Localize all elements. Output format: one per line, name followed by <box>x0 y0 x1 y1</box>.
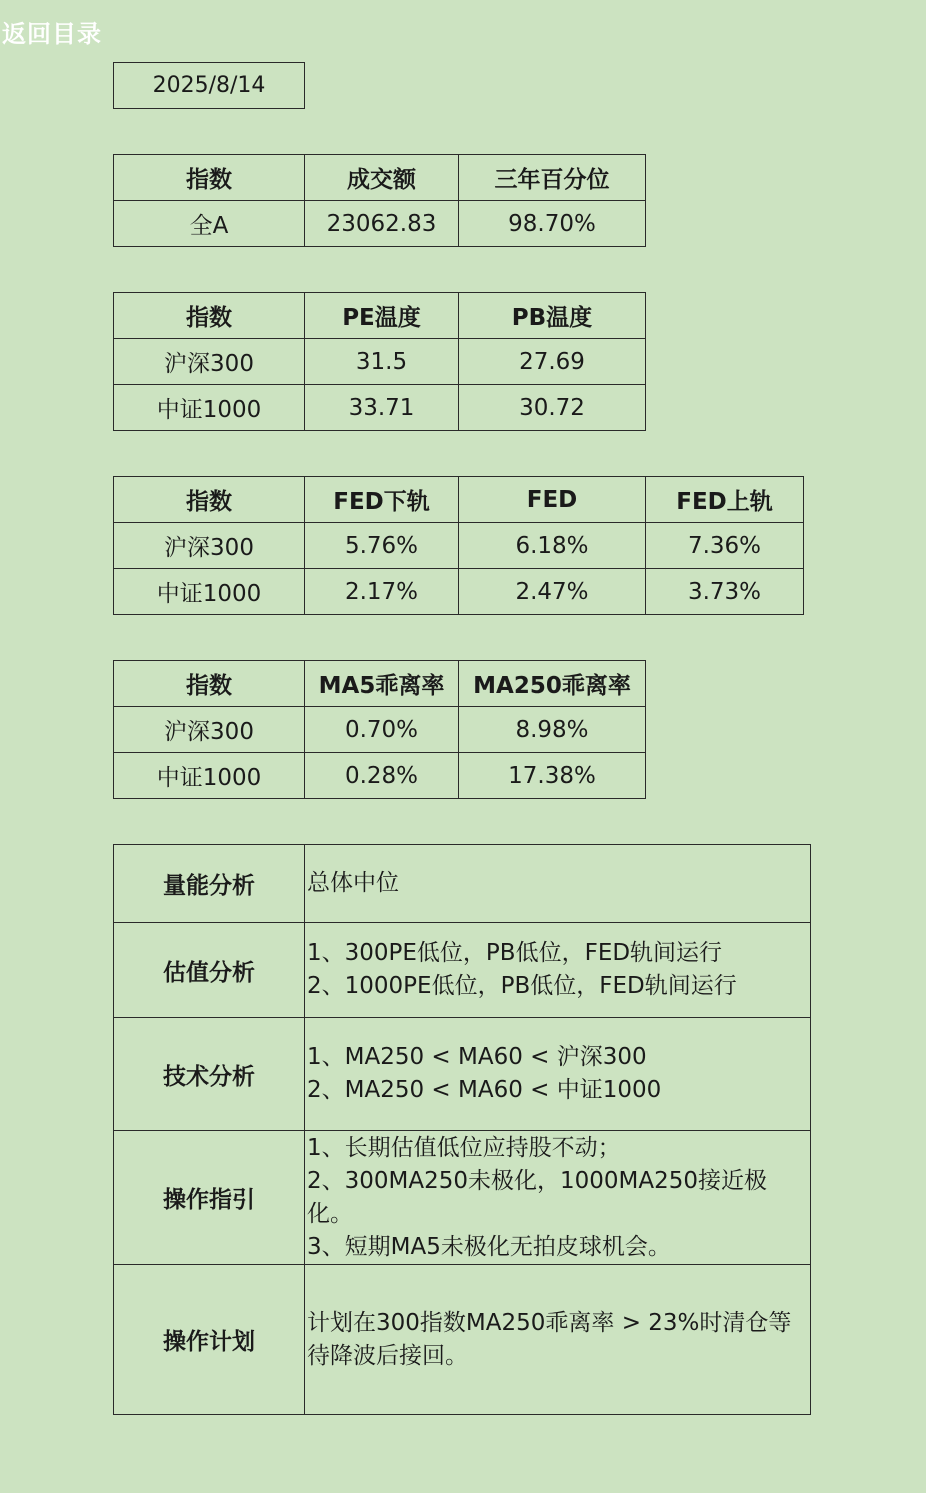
analysis-table <box>113 844 811 1415</box>
analysis-line: 3、短期MA5未极化无拍皮球机会。 <box>307 1233 671 1260</box>
table-cell: 31.5 <box>305 339 459 385</box>
analysis-row-valuation <box>114 923 811 1018</box>
date-cell: 2025/8/14 <box>114 63 305 109</box>
analysis-label: 量能分析 <box>114 845 305 923</box>
ma-deviation-table <box>113 660 646 799</box>
table-header-row <box>114 155 646 201</box>
analysis-label: 技术分析 <box>114 1018 305 1131</box>
header-cell: 指数 <box>114 293 305 339</box>
analysis-line: 计划在300指数MA250乖离率 > 23%时清仓等待降波后接回。 <box>307 1309 792 1369</box>
header-cell: PE温度 <box>305 293 459 339</box>
header-cell: 三年百分位 <box>459 155 646 201</box>
analysis-label: 操作指引 <box>114 1131 305 1265</box>
header-cell: FED <box>459 477 646 523</box>
table-header-row <box>114 293 646 339</box>
header-cell: 指数 <box>114 661 305 707</box>
analysis-row-guidance <box>114 1131 811 1265</box>
header-cell: FED下轨 <box>305 477 459 523</box>
table-cell: 全A <box>114 201 305 247</box>
table-cell: 沪深300 <box>114 339 305 385</box>
table-row <box>114 753 646 799</box>
table-cell: 17.38% <box>459 753 646 799</box>
header-cell: 成交额 <box>305 155 459 201</box>
table-row <box>114 385 646 431</box>
table-row <box>114 339 646 385</box>
table-header-row <box>114 661 646 707</box>
header-cell: 指数 <box>114 477 305 523</box>
table-cell: 2.47% <box>459 569 646 615</box>
analysis-content <box>305 923 811 1018</box>
table-row <box>114 569 804 615</box>
analysis-content <box>305 1131 811 1265</box>
table-cell: 3.73% <box>646 569 804 615</box>
analysis-label: 操作计划 <box>114 1265 305 1415</box>
header-cell: MA5乖离率 <box>305 661 459 707</box>
table-cell: 中证1000 <box>114 569 305 615</box>
table-row <box>114 201 646 247</box>
analysis-content <box>305 845 811 923</box>
table-cell: 0.70% <box>305 707 459 753</box>
analysis-row-plan <box>114 1265 811 1415</box>
table-header-row <box>114 477 804 523</box>
analysis-content <box>305 1265 811 1415</box>
table-cell: 中证1000 <box>114 385 305 431</box>
table-row <box>114 707 646 753</box>
analysis-row-technical <box>114 1018 811 1131</box>
table-cell: 5.76% <box>305 523 459 569</box>
table-cell: 8.98% <box>459 707 646 753</box>
analysis-row-volume <box>114 845 811 923</box>
valuation-temperature-table <box>113 292 646 431</box>
table-cell: 30.72 <box>459 385 646 431</box>
table-cell: 6.18% <box>459 523 646 569</box>
analysis-label: 估值分析 <box>114 923 305 1018</box>
table-cell: 0.28% <box>305 753 459 799</box>
fed-table <box>113 476 804 615</box>
header-cell: FED上轨 <box>646 477 804 523</box>
table-row <box>114 523 804 569</box>
analysis-line: 2、MA250 < MA60 < 中证1000 <box>307 1077 662 1103</box>
date-box <box>113 62 305 109</box>
analysis-line: 2、300MA250未极化，1000MA250接近极化。 <box>307 1167 768 1227</box>
header-cell: PB温度 <box>459 293 646 339</box>
header-cell: 指数 <box>114 155 305 201</box>
analysis-content <box>305 1018 811 1131</box>
table-cell: 中证1000 <box>114 753 305 799</box>
table-cell: 沪深300 <box>114 707 305 753</box>
analysis-line: 1、MA250 < MA60 < 沪深300 <box>307 1044 647 1070</box>
table-cell: 沪深300 <box>114 523 305 569</box>
table-cell: 33.71 <box>305 385 459 431</box>
table-cell: 2.17% <box>305 569 459 615</box>
analysis-line: 1、长期估值低位应持股不动； <box>307 1134 621 1161</box>
turnover-table <box>113 154 646 247</box>
analysis-line: 2、1000PE低位，PB低位，FED轨间运行 <box>307 973 737 999</box>
header-cell: MA250乖离率 <box>459 661 646 707</box>
table-cell: 27.69 <box>459 339 646 385</box>
table-cell: 98.70% <box>459 201 646 247</box>
table-cell: 23062.83 <box>305 201 459 247</box>
back-to-contents-link[interactable]: 返回目录 <box>2 20 102 48</box>
analysis-line: 1、300PE低位，PB低位，FED轨间运行 <box>307 940 723 966</box>
table-cell: 7.36% <box>646 523 804 569</box>
analysis-line: 总体中位 <box>307 870 399 896</box>
